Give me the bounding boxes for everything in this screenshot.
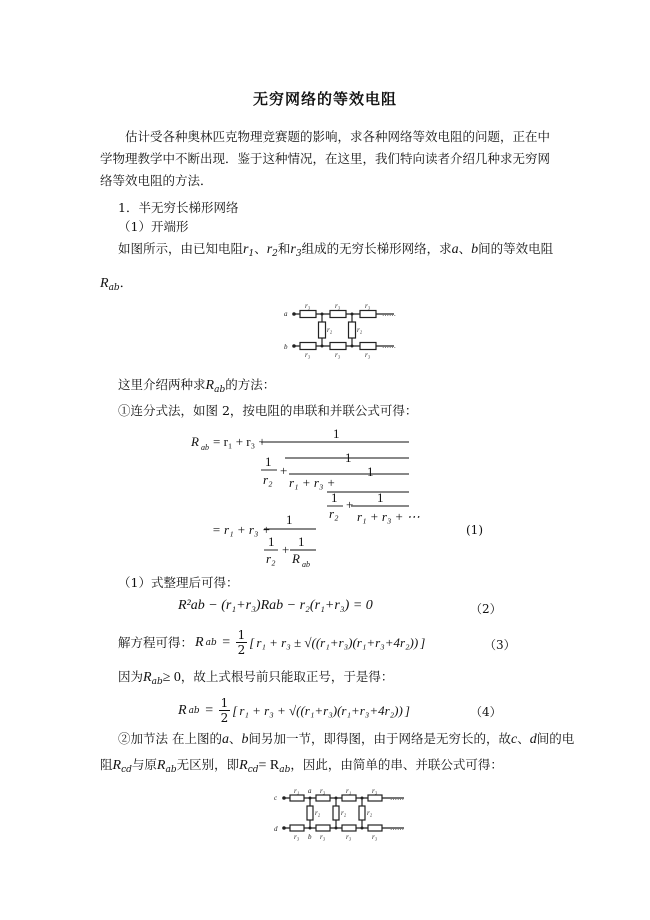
svg-text:1: 1 [377, 490, 384, 505]
svg-text:= r₁ + r₃ +: = r₁ + r₃ + [213, 434, 266, 449]
svg-text:r₃: r₃ [372, 787, 378, 795]
svg-text:r₁ + r₃ + ⋯: r₁ + r₃ + ⋯ [357, 509, 420, 524]
fig2-dots-bottom: …… [390, 824, 404, 832]
svg-text:1: 1 [298, 534, 305, 549]
positive-root-text: 因为$R_{ab}\ge 0$，故上式根号前只能取正号，于是得： [118, 669, 394, 687]
svg-text:r₃: r₃ [335, 351, 341, 359]
node-b-label: b [284, 343, 288, 351]
svg-text:r₃: r₃ [305, 351, 311, 359]
method1-text: ①连分式法，如图 2，按电阻的串联和并联公式可得： [118, 403, 418, 418]
node-a2-label: a [308, 787, 312, 795]
svg-text:r₂: r₂ [315, 809, 321, 817]
svg-text:r₃: r₃ [320, 787, 326, 795]
svg-text:r₃: r₃ [320, 833, 326, 841]
method2-line2: 阻$R_{cd}$与原$R_{ab}$无区别，即$R_{cd}= R_{ab}$，因此，由简单的串、并联公式可得： [100, 757, 503, 775]
methods-intro: 这里介绍两种求$R_{ab}$的方法： [118, 377, 276, 395]
svg-text:r₁ + r₃ +: r₁ + r₃ + [289, 475, 336, 490]
svg-text:r₃: r₃ [365, 302, 371, 310]
half-fraction: $\frac{1}{2}$ [237, 628, 246, 657]
method2-line1: ②加节法 在上图的a、b间另加一节，即得图，由于网络是无穷长的，故c、d间的电 [118, 731, 575, 747]
eq4-number: （4） [470, 705, 502, 719]
eq3-number: （3） [484, 638, 516, 652]
svg-text:r₂: r₂ [327, 326, 333, 334]
svg-text:+: + [280, 463, 288, 478]
svg-text:r₃: r₃ [335, 302, 341, 310]
node-d-label: d [274, 825, 278, 833]
equation-2: R²ab − (r₁+r₃)Rab − r₂(r₁+r₃) = 0 [178, 598, 373, 613]
node-a-label: a [284, 310, 288, 318]
svg-text:ab: ab [201, 443, 209, 452]
page-title: 无穷网络的等效电阻 [252, 90, 397, 108]
svg-text:r₃: r₃ [346, 833, 352, 841]
fig2-dots-top: …… [390, 794, 404, 802]
subsection-heading: （1）开端形 [118, 219, 189, 234]
svg-text:r₂: r₂ [266, 551, 276, 566]
svg-text:= r₁ + r₃ +: = r₁ + r₃ + [212, 522, 271, 537]
svg-text:r₂: r₂ [263, 472, 273, 487]
svg-text:r₂: r₂ [357, 326, 363, 334]
svg-text:r₃: r₃ [372, 833, 378, 841]
fig1-dots-bottom: …… [382, 342, 396, 350]
svg-text:r₂: r₂ [329, 506, 339, 521]
rab-symbol: $R_{ab}$． [100, 275, 133, 293]
svg-text:1: 1 [333, 426, 340, 441]
svg-text:r₂: r₂ [367, 809, 373, 817]
equation-3-line: 解方程可得： R ab = $\frac{1}{2}$ [ r₁ + r₃ ± √((r₁+r₃)(r₁+r₃+4r₂)) ] [118, 628, 426, 657]
node-c-label: c [274, 794, 278, 802]
svg-text:R: R [191, 434, 199, 449]
svg-text:1: 1 [331, 490, 338, 505]
svg-text:ab: ab [302, 560, 310, 569]
svg-text:1: 1 [268, 534, 275, 549]
svg-text:1: 1 [367, 464, 374, 479]
svg-text:+: + [346, 497, 354, 512]
svg-text:r₃: r₃ [294, 833, 300, 841]
ladder-network-figure [282, 298, 402, 360]
fig1-dots-top: …… [382, 310, 396, 318]
svg-text:r₁: r₁ [346, 787, 352, 795]
equation-1 [212, 510, 352, 572]
problem-statement: 如图所示，由已知电阻$r_1$、$r_2$和$r_3$组成的无穷长梯形网络，求a、b间的等效电阻 [118, 241, 554, 259]
svg-text:+: + [282, 542, 290, 557]
svg-text:1: 1 [265, 454, 272, 469]
svg-text:1: 1 [286, 512, 293, 527]
intro-paragraph: 估计受各种奥林匹克物理竞赛题的影响，求各种网络等效电阻的问题，正在中学物理教学中不断出现．鉴于这种情况，在这里，我们特向读者介绍几种求无穷网络等效电阻的方法． [100, 129, 551, 188]
eq2-number: （2） [470, 602, 502, 616]
section-heading: 1．半无穷长梯形网络 [118, 200, 239, 215]
svg-text:r₃: r₃ [365, 351, 371, 359]
svg-text:r₂: r₂ [341, 809, 347, 817]
extended-ladder-figure [272, 784, 412, 842]
svg-text:R: R [292, 551, 300, 566]
equation-4-line: R ab = $\frac{1}{2}$ [ r₁ + r₃ + √((r₁+r₃)(r₁+r₃+4r₂)) ] [178, 696, 410, 725]
svg-text:1: 1 [345, 450, 352, 465]
eq1-number: (1) [466, 523, 483, 537]
svg-text:r₃: r₃ [305, 302, 311, 310]
svg-text:r₁: r₁ [294, 787, 300, 795]
rearrange-text: （1）式整理后可得： [118, 575, 239, 590]
node-b2-label: b [308, 833, 312, 841]
